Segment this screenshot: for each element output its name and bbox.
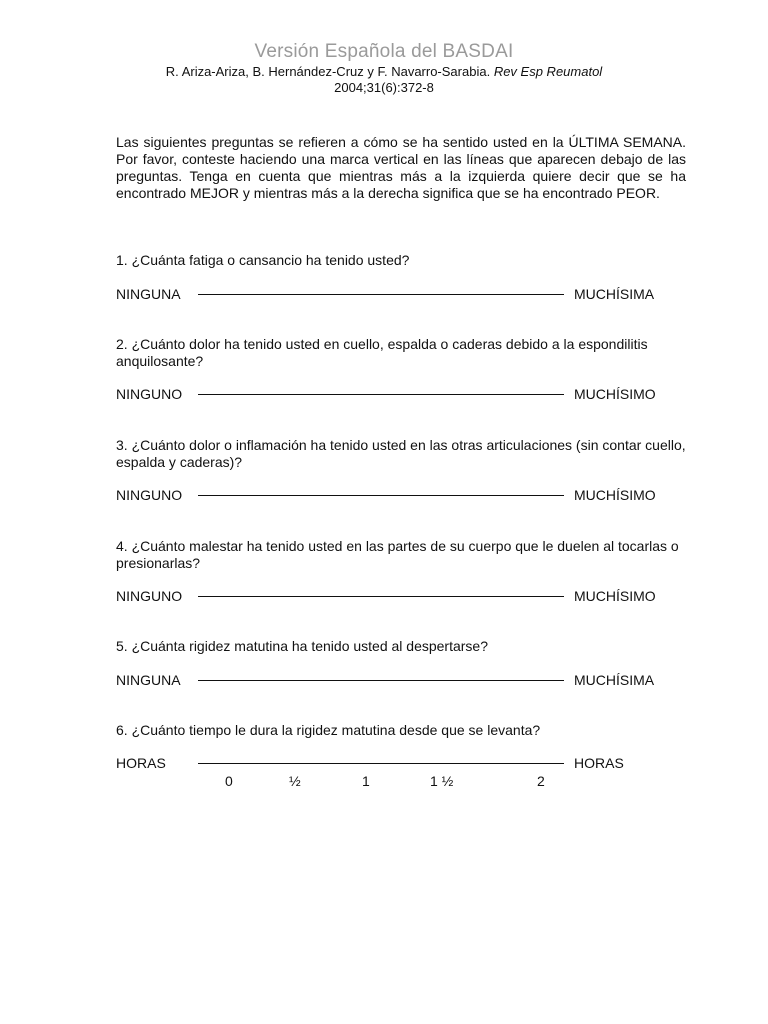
scale-6-right-label: HORAS	[574, 755, 624, 771]
hour-tick: ½	[289, 773, 301, 789]
scale-1-left-label: NINGUNA	[116, 286, 181, 302]
scale-2-right-label: MUCHÍSIMO	[574, 386, 656, 402]
scale-6-line[interactable]	[198, 763, 564, 764]
authors-line	[0, 64, 768, 80]
scale-5[interactable]	[116, 671, 676, 689]
hour-tick: 2	[537, 773, 545, 789]
scale-4-left-label: NINGUNO	[116, 588, 183, 604]
scale-2-line[interactable]	[198, 394, 564, 395]
citation: 2004;31(6):372-8	[334, 80, 434, 95]
scale-4-line[interactable]	[198, 596, 564, 597]
authors: R. Ariza-Ariza, B. Hernández-Cruz y F. Navarro-Sarabia.	[165, 64, 491, 79]
question-5: 5. ¿Cuánta rigidez matutina ha tenido usted al despertarse?	[116, 638, 489, 654]
scale-3[interactable]	[116, 486, 676, 504]
question-6: 6. ¿Cuánto tiempo le dura la rigidez matutina desde que se levanta?	[116, 722, 541, 738]
scale-3-line[interactable]	[198, 495, 564, 496]
question-4: 4. ¿Cuánto malestar ha tenido usted en las partes de su cuerpo que le duelen al tocarlas o presionarlas?	[116, 538, 679, 571]
hour-tick: 1 ½	[430, 773, 454, 789]
question-1: 1. ¿Cuánta fatiga o cansancio ha tenido usted?	[116, 252, 410, 268]
scale-1[interactable]	[116, 285, 676, 303]
scale-5-left-label: NINGUNA	[116, 672, 181, 688]
hour-ticks	[0, 773, 768, 791]
scale-5-line[interactable]	[198, 680, 564, 681]
scale-6[interactable]	[116, 754, 676, 772]
document-title: Versión Española del BASDAI	[254, 41, 514, 62]
scale-4[interactable]	[116, 587, 676, 605]
hour-tick: 0	[225, 773, 233, 789]
document-header	[0, 40, 768, 96]
scale-1-right-label: MUCHÍSIMA	[574, 286, 655, 302]
question-2: 2. ¿Cuánto dolor ha tenido usted en cuello, espalda o caderas debido a la espondilitis anquilosante?	[116, 336, 648, 369]
instructions-paragraph: Las siguientes preguntas se refieren a cómo se ha sentido usted en la ÚLTIMA SEMANA. Por favor, conteste haciendo una marca vertical en las líneas que aparecen debajo de las preguntas. Tenga en cuenta que mientras más a la izquierda quiere decir que se ha encontrado MEJOR y mientras más a la derecha significa que se ha encontrado PEOR.	[116, 134, 686, 201]
scale-2-left-label: NINGUNO	[116, 386, 183, 402]
scale-3-left-label: NINGUNO	[116, 487, 183, 503]
scale-5-right-label: MUCHÍSIMA	[574, 672, 655, 688]
scale-6-left-label: HORAS	[116, 755, 166, 771]
question-3: 3. ¿Cuánto dolor o inflamación ha tenido usted en las otras articulaciones (sin contar cuello, espalda y caderas)?	[116, 437, 686, 470]
journal-name: Rev Esp Reumatol	[493, 64, 603, 79]
hour-tick: 1	[362, 773, 370, 789]
scale-3-right-label: MUCHÍSIMO	[574, 487, 656, 503]
scale-2[interactable]	[116, 385, 676, 403]
scale-4-right-label: MUCHÍSIMO	[574, 588, 656, 604]
scale-1-line[interactable]	[198, 294, 564, 295]
